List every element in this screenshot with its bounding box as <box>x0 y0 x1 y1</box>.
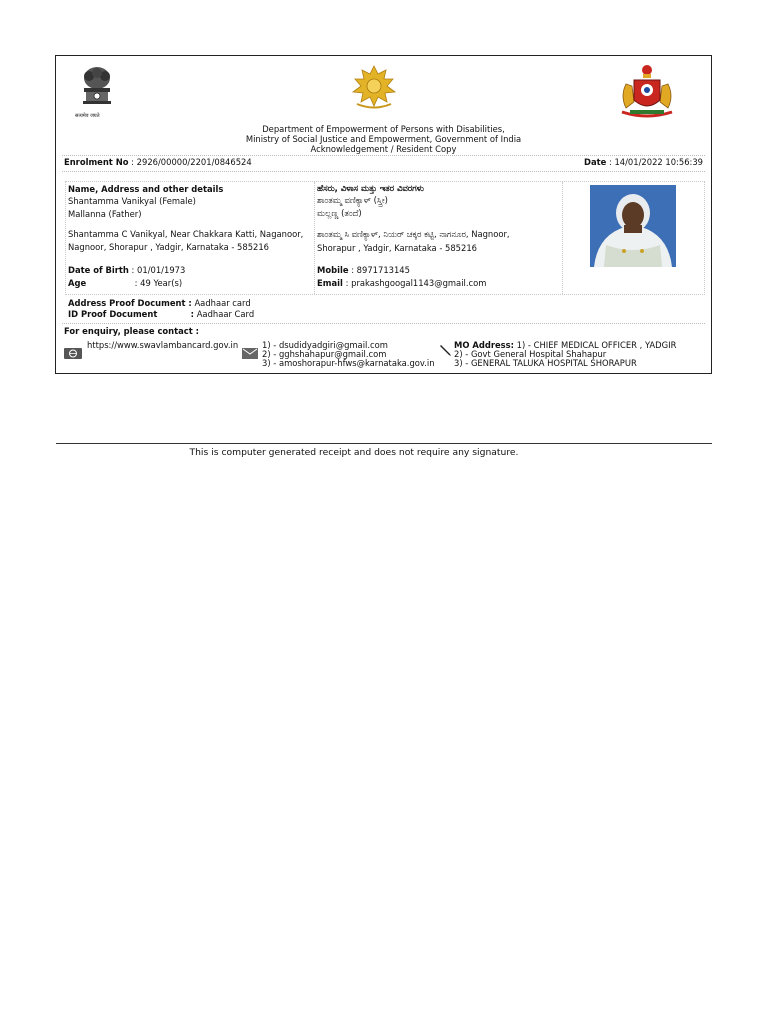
header-department: Department of Empowerment of Persons with Disabilities, <box>262 124 505 134</box>
receipt-date <box>584 157 703 167</box>
date-of-birth <box>68 265 185 275</box>
footer-divider <box>56 443 712 444</box>
divider <box>62 323 705 324</box>
divider <box>62 171 705 172</box>
address-proof-label: Address Proof Document : <box>68 298 192 308</box>
age-label: Age <box>68 278 87 288</box>
applicant-photo <box>590 185 676 267</box>
id-proof-label: ID Proof Document <box>68 309 158 319</box>
contact-email-3[interactable]: 3) - amoshorapur-hfws@karnataka.gov.in <box>262 358 435 368</box>
mobile-value: : 8971713145 <box>351 265 410 275</box>
age-value: : 49 Year(s) <box>134 278 183 288</box>
kannada-details-heading: ಹೆಸರು, ವಿಳಾಸ ಮತ್ತು ಇತರ ವಿವರಗಳು <box>317 183 424 193</box>
ashoka-emblem-icon <box>76 64 118 116</box>
mail-icon <box>242 344 258 355</box>
applicant-name: Shantamma Vanikyal (Female) <box>68 196 196 206</box>
column-divider <box>562 182 563 294</box>
kannada-address-line-2: Shorapur , Yadgir, Karnataka - 585216 <box>317 243 477 253</box>
id-proof <box>68 309 254 319</box>
enrolment-label: Enrolment No <box>64 157 129 167</box>
kannada-name: ಶಾಂತಮ್ಮ ವಣಿಕ್ಯಾಳ್ (ಸ್ತ್ರೀ) <box>317 195 388 205</box>
address-line-2: Nagnoor, Shorapur , Yadgir, Karnataka - 585216 <box>68 242 270 252</box>
emblem-caption: सत्यमेव जयते <box>75 113 100 119</box>
id-proof-separator: : <box>190 309 195 319</box>
address-proof-value: Aadhaar card <box>194 298 251 308</box>
dob-label: Date of Birth <box>68 265 129 275</box>
kannada-guardian: ಮಲ್ಲಣ್ಣ (ತಂದೆ) <box>317 208 362 218</box>
email <box>317 278 486 288</box>
address-line-1: Shantamma C Vanikyal, Near Chakkara Katti, Naganoor, <box>68 229 304 239</box>
contact-email-2[interactable]: 2) - gghshahapur@gmail.com <box>262 349 387 359</box>
applicant-guardian: Mallanna (Father) <box>68 209 142 219</box>
age <box>68 278 182 288</box>
divider <box>62 155 705 156</box>
footer-note: This is computer generated receipt and does not require any signature. <box>189 447 519 458</box>
website-link[interactable]: https://www.swavlambancard.gov.in <box>87 340 239 350</box>
email-value: : prakashgoogal1143@gmail.com <box>345 278 487 288</box>
mobile <box>317 265 410 275</box>
header-ministry: Ministry of Social Justice and Empowerment, Government of India <box>245 134 522 144</box>
mo-address-line-2: 2) - Govt General Hospital Shahapur <box>454 349 607 359</box>
mo-address-line-1: 1) - CHIEF MEDICAL OFFICER , YADGIR <box>516 340 677 350</box>
date-label: Date <box>584 157 607 167</box>
column-divider <box>314 182 315 294</box>
kannada-address-line-1: ಶಾಂತಮ್ಮ ಸಿ ವಣಿಕ್ಯಾಳ್, ನಿಯರ್ ಚಕ್ಕರ ಕಟ್ಟಿ, ನಾಗನೂರ, Nagnoor, <box>317 229 510 239</box>
details-heading: Name, Address and other details <box>68 184 224 194</box>
contact-email-1[interactable]: 1) - dsudidyadgiri@gmail.com <box>262 340 388 350</box>
id-proof-value: Aadhaar Card <box>196 309 255 319</box>
acknowledgement-card <box>55 55 712 374</box>
mobile-label: Mobile <box>317 265 349 275</box>
address-proof <box>68 298 251 308</box>
date-value: : 14/01/2022 10:56:39 <box>608 157 703 167</box>
mo-address-line-3: 3) - GENERAL TALUKA HOSPITAL SHORAPUR <box>454 358 637 368</box>
header-copy-type: Acknowledgement / Resident Copy <box>310 144 457 154</box>
enquiry-heading: For enquiry, please contact : <box>64 326 200 336</box>
dob-value: : 01/01/1973 <box>131 265 186 275</box>
enrolment-value: : 2926/00000/2201/0846524 <box>131 157 252 167</box>
pen-icon <box>438 342 452 356</box>
karnataka-seal-icon <box>347 64 401 110</box>
mo-address-label: MO Address: <box>454 340 514 350</box>
enrolment-number <box>64 157 252 167</box>
email-label: Email <box>317 278 343 288</box>
web-icon <box>64 344 82 355</box>
karnataka-coat-of-arms-icon <box>612 62 682 122</box>
